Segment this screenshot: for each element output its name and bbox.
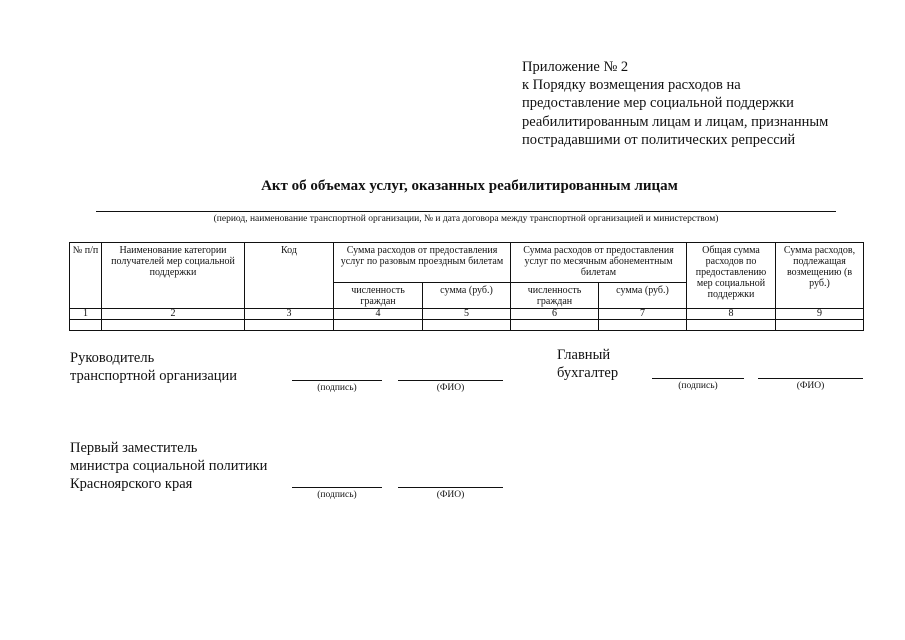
services-table xyxy=(69,242,864,331)
subheader-sum: сумма (руб.) xyxy=(423,283,511,309)
accountant-signature-caption: (подпись) xyxy=(678,381,718,391)
empty-cell xyxy=(687,320,776,331)
head-name-caption: (ФИО) xyxy=(436,383,465,393)
column-number: 4 xyxy=(334,309,423,320)
header-category: Наименование категории получателей мер социальной поддержки xyxy=(102,243,245,309)
accountant-name-line xyxy=(758,378,863,379)
accountant-label-line: Главный xyxy=(557,347,611,363)
deputy-label-line: Красноярского края xyxy=(70,476,193,492)
appendix-line: Приложение № 2 xyxy=(522,59,629,75)
appendix-line: к Порядку возмещения расходов на xyxy=(522,77,741,94)
subheader-sum: сумма (руб.) xyxy=(599,283,687,309)
column-number: 8 xyxy=(687,309,776,320)
empty-cell xyxy=(334,320,423,331)
appendix-block xyxy=(522,58,828,149)
empty-cell xyxy=(102,320,245,331)
empty-cell xyxy=(245,320,334,331)
header-num: № п/п xyxy=(70,243,102,309)
deputy-label-line: Первый заместитель xyxy=(70,440,198,456)
accountant-signature-line xyxy=(652,378,744,379)
header-monthly-tickets: Сумма расходов от предоставления услуг по месячным абонементным билетам xyxy=(511,243,687,283)
deputy-signature-caption: (подпись) xyxy=(317,490,357,500)
header-code: Код xyxy=(245,243,334,309)
deputy-name-line xyxy=(398,487,503,488)
head-label-line: Руководитель xyxy=(70,350,155,366)
appendix-line: предоставление мер социальной поддержки xyxy=(522,95,794,112)
deputy-label-line: министра социальной политики xyxy=(70,458,268,474)
deputy-name-caption: (ФИО) xyxy=(436,490,465,500)
accountant-signature-label xyxy=(557,346,618,382)
appendix-line: реабилитированным лицам и лицам, признанным xyxy=(522,113,829,130)
column-number: 7 xyxy=(599,309,687,320)
empty-cell xyxy=(70,320,102,331)
subheader-count: численность граждан xyxy=(511,283,599,309)
deputy-signature-line xyxy=(292,487,382,488)
header-reimbursement: Сумма расходов, подлежащая возмещению (в руб.) xyxy=(776,243,864,309)
period-caption: (период, наименование транспортной организации, № и дата договора между транспортной организацией и министерством) xyxy=(213,214,719,224)
empty-cell xyxy=(599,320,687,331)
head-signature-line xyxy=(292,380,382,381)
column-number: 2 xyxy=(102,309,245,320)
deputy-signature-label xyxy=(70,439,267,493)
appendix-line: пострадавшими от политических репрессий xyxy=(522,131,796,148)
head-signature-label xyxy=(70,349,237,385)
column-number: 5 xyxy=(423,309,511,320)
header-single-tickets: Сумма расходов от предоставления услуг по разовым проездным билетам xyxy=(334,243,511,283)
empty-cell xyxy=(423,320,511,331)
head-signature-caption: (подпись) xyxy=(317,383,357,393)
column-number: 6 xyxy=(511,309,599,320)
document-title: Акт об объемах услуг, оказанных реабилитированным лицам xyxy=(261,178,678,194)
period-fill-line xyxy=(96,211,836,212)
accountant-label-line: бухгалтер xyxy=(557,365,619,381)
subheader-count: численность граждан xyxy=(334,283,423,309)
head-label-line: транспортной организации xyxy=(70,368,238,384)
column-number: 9 xyxy=(776,309,864,320)
column-number: 3 xyxy=(245,309,334,320)
accountant-name-caption: (ФИО) xyxy=(796,381,825,391)
empty-cell xyxy=(511,320,599,331)
empty-cell xyxy=(776,320,864,331)
column-number: 1 xyxy=(70,309,102,320)
header-total: Общая сумма расходов по предоставлению мер социальной поддержки xyxy=(687,243,776,309)
head-name-line xyxy=(398,380,503,381)
